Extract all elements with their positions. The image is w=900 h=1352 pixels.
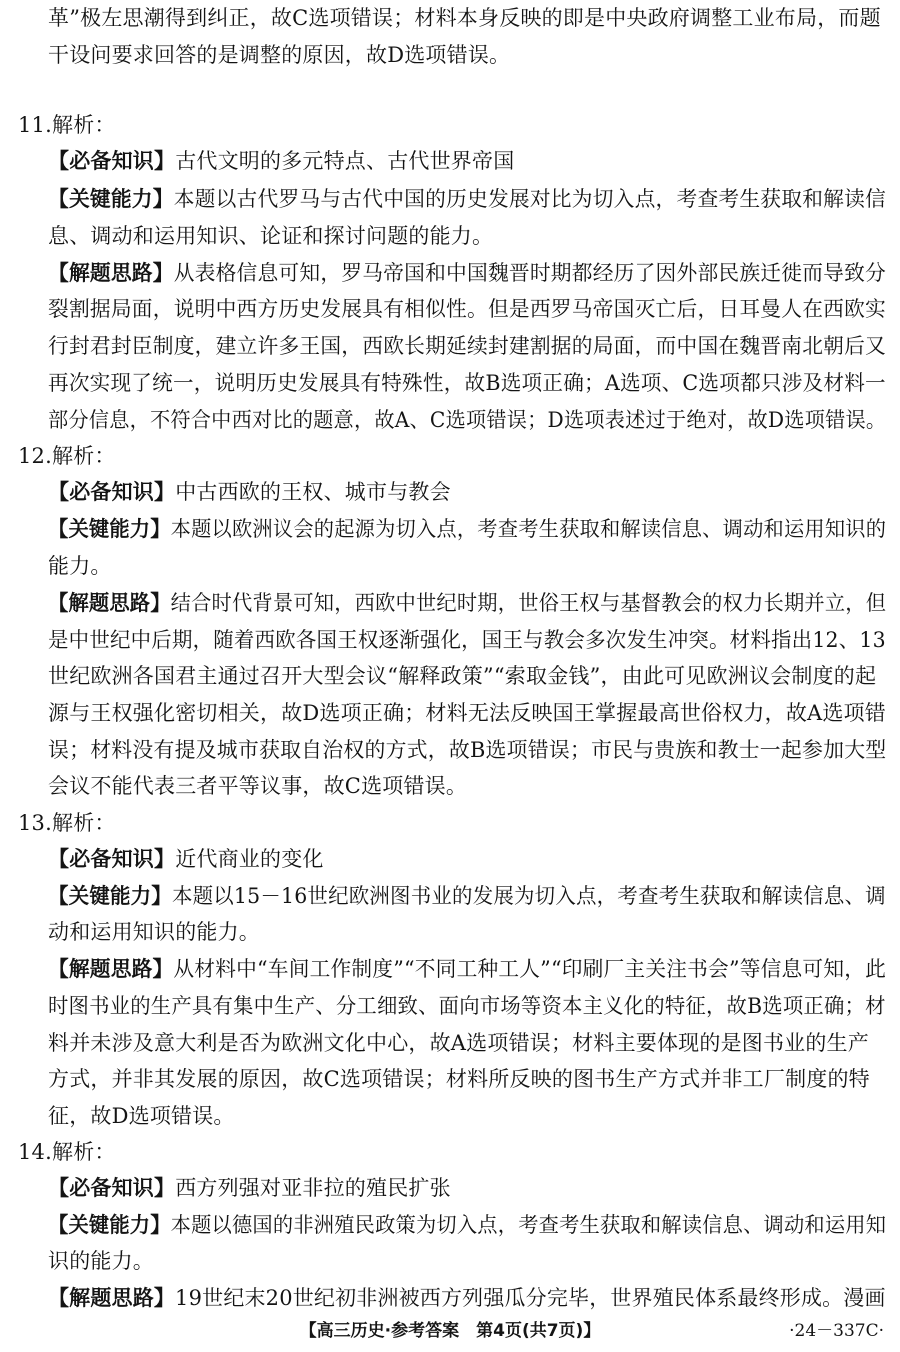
section-label: 【解题思路】 bbox=[48, 957, 174, 981]
text-line: 世纪欧洲各国君主通过召开大型会议“解释政策”“索取金钱”，由此可见欧洲议会制度的起 bbox=[48, 664, 877, 688]
text-line: 【必备知识】西方列强对亚非拉的殖民扩张 bbox=[48, 1176, 451, 1200]
text-line: 【解题思路】从材料中“车间工作制度”“不同工种工人”“印刷厂主关注书会”等信息可知，此 bbox=[48, 957, 887, 981]
text-line: 方式，并非其发展的原因，故C选项错误；材料所反映的图书生产方式并非工厂制度的特 bbox=[48, 1067, 870, 1091]
text-line: 【必备知识】古代文明的多元特点、古代世界帝国 bbox=[48, 149, 515, 173]
text-line: 行封君封臣制度，建立许多王国，西欧长期延续封建割据的局面，而中国在魏晋南北朝后又 bbox=[48, 334, 886, 358]
text-line: 会议不能代表三者平等议事，故C选项错误。 bbox=[48, 774, 468, 798]
text-line: 动和运用知识的能力。 bbox=[48, 920, 260, 944]
section-label: 【必备知识】 bbox=[48, 847, 176, 871]
text-line: 源与王权强化密切相关，故D选项正确；材料无法反映国王掌握最高世俗权力，故A选项错 bbox=[48, 701, 886, 725]
text-line: 征，故D选项错误。 bbox=[48, 1104, 235, 1128]
text-line: 干设问要求回答的是调整的原因，故D选项错误。 bbox=[48, 43, 511, 67]
page-footer: 【高三历史·参考答案 第4页(共7页)】 bbox=[299, 1321, 601, 1341]
question-heading: 11.解析： bbox=[18, 113, 116, 137]
section-label: 【必备知识】 bbox=[48, 1176, 176, 1200]
document-code: ·24－337C· bbox=[789, 1321, 884, 1341]
text-line: 【解题思路】结合时代背景可知，西欧中世纪时期，世俗王权与基督教会的权力长期并立，但 bbox=[48, 591, 887, 615]
section-label: 【关键能力】 bbox=[48, 884, 172, 908]
question-heading: 13.解析： bbox=[18, 811, 116, 835]
text-line: 裂割据局面，说明中西方历史发展具有相似性。但是西罗马帝国灭亡后，日耳曼人在西欧实 bbox=[48, 297, 886, 321]
section-label: 【解题思路】 bbox=[48, 591, 171, 615]
text-line: 识的能力。 bbox=[48, 1249, 154, 1273]
text-line: 【必备知识】中古西欧的王权、城市与教会 bbox=[48, 480, 451, 504]
text-line: 料并未涉及意大利是否为欧洲文化中心，故A选项错误；材料主要体现的是图书业的生产 bbox=[48, 1031, 869, 1055]
question-heading: 14.解析： bbox=[18, 1140, 116, 1164]
section-label: 【必备知识】 bbox=[48, 149, 176, 173]
text-line: 【解题思路】19世纪末20世纪初非洲被西方列强瓜分完毕，世界殖民体系最终形成。漫画 bbox=[48, 1286, 886, 1310]
section-label: 【关键能力】 bbox=[48, 517, 171, 541]
section-label: 【必备知识】 bbox=[48, 480, 176, 504]
text-line: 【必备知识】近代商业的变化 bbox=[48, 847, 324, 871]
section-label: 【关键能力】 bbox=[48, 187, 174, 211]
text-line: 【关键能力】本题以古代罗马与古代中国的历史发展对比为切入点，考查考生获取和解读信 bbox=[48, 187, 886, 211]
text-line: 是中世纪中后期，随着西欧各国王权逐渐强化，国王与教会多次发生冲突。材料指出12、13 bbox=[48, 628, 886, 652]
text-line: 部分信息，不符合中西对比的题意，故A、C选项错误；D选项表述过于绝对，故D选项错误。 bbox=[48, 408, 887, 432]
text-line: 【关键能力】本题以欧洲议会的起源为切入点，考查考生获取和解读信息、调动和运用知识的 bbox=[48, 517, 887, 541]
text-line: 【关键能力】本题以德国的非洲殖民政策为切入点，考查考生获取和解读信息、调动和运用知 bbox=[48, 1213, 887, 1237]
text-line: 能力。 bbox=[48, 554, 112, 578]
text-line: 息、调动和运用知识、论证和探讨问题的能力。 bbox=[48, 224, 494, 248]
text-line: 【关键能力】本题以15－16世纪欧洲图书业的发展为切入点，考查考生获取和解读信息、调 bbox=[48, 884, 886, 908]
section-label: 【解题思路】 bbox=[48, 261, 174, 285]
section-label: 【关键能力】 bbox=[48, 1213, 171, 1237]
text-line: 再次实现了统一，说明历史发展具有特殊性，故B选项正确；A选项、C选项都只涉及材料一 bbox=[48, 371, 886, 395]
question-heading: 12.解析： bbox=[18, 444, 116, 468]
section-label: 【解题思路】 bbox=[48, 1286, 176, 1310]
text-line: 革”极左思潮得到纠正，故C选项错误；材料本身反映的即是中央政府调整工业布局，而题 bbox=[48, 6, 881, 30]
text-line: 【解题思路】从表格信息可知，罗马帝国和中国魏晋时期都经历了因外部民族迁徙而导致分 bbox=[48, 261, 886, 285]
text-line: 误；材料没有提及城市获取自治权的方式，故B选项错误；市民与贵族和教士一起参加大型 bbox=[48, 738, 887, 762]
text-line: 时图书业的生产具有集中生产、分工细致、面向市场等资本主义化的特征，故B选项正确；材 bbox=[48, 994, 886, 1018]
